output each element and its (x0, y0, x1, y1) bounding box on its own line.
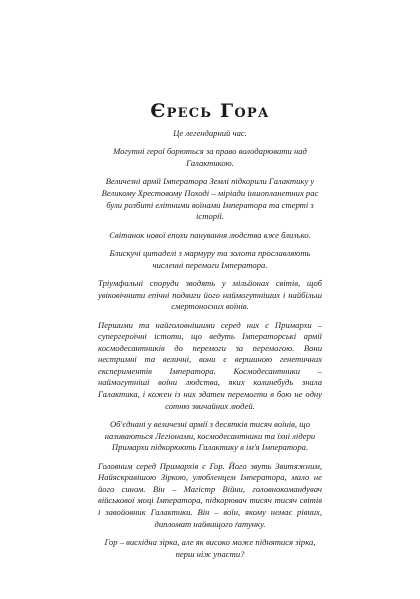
paragraph: Гор – висхідна зірка, але як високо може піднятися зірка, перш ніж упасти? (104, 536, 316, 559)
paragraph: Об'єднані у величезні армії з десятків тисяч воїнів, що називаються Легіонами, космодесантники та їхні лідери Примархи підкорюють Галактику в ім'я Імператора. (104, 419, 316, 453)
paragraph: Блискучі цитаделі з мармуру та золота прославляють численні перемоги Імператора. (109, 247, 311, 270)
paragraph: Величезні армії Імператора Землі підкорили Галактику у Великому Хрестовому Поході – міріади іншопланетних рас були розбиті елітними воїнами Імператора та стерті з історії. (101, 176, 319, 222)
paragraph: Могутні герої борються за право володарювати над Галактикою. (113, 146, 307, 168)
intro-text (98, 128, 322, 560)
paragraph: Світанок нової епохи панування людства вже близько. (109, 229, 311, 240)
paragraph: Головним серед Примархів є Гор. Його звуть Звитяжним, Найяскравішою Зіркою, улюбленцем Імператора, мало не його сином. Він – Магістр Війни, головнокомандувач військової моці Імператора, підкорювач тисяч тисяч світів і завойовник Галактики. Він – воїн, якому немає рівних, дипломат найвищого ґатунку. (98, 460, 322, 529)
page-title: Єресь Гора (150, 100, 270, 122)
paragraph: Першими та найголовнішими серед них є Примархи – супергероїчні істоти, що ведуть Імператорські армії космодесантників до перемоги за перемогою. Вони нестримні та величні, вони є вершиною генетичних експериментів Імператора. Космодесантники – наймогутніші воїни людства, яких колинебудь знала Галактика, і кожен із них здатен перемогти в бою не одну сотню звичайних людей. (98, 319, 322, 411)
paragraph: Тріумфальні споруди зводять у мільйонах світів, щоб увіковічнити епічні подвиги його наймогутніших і найбільш смертоносних воїнів. (98, 277, 322, 312)
paragraph: Це легендарний час. (173, 128, 247, 138)
